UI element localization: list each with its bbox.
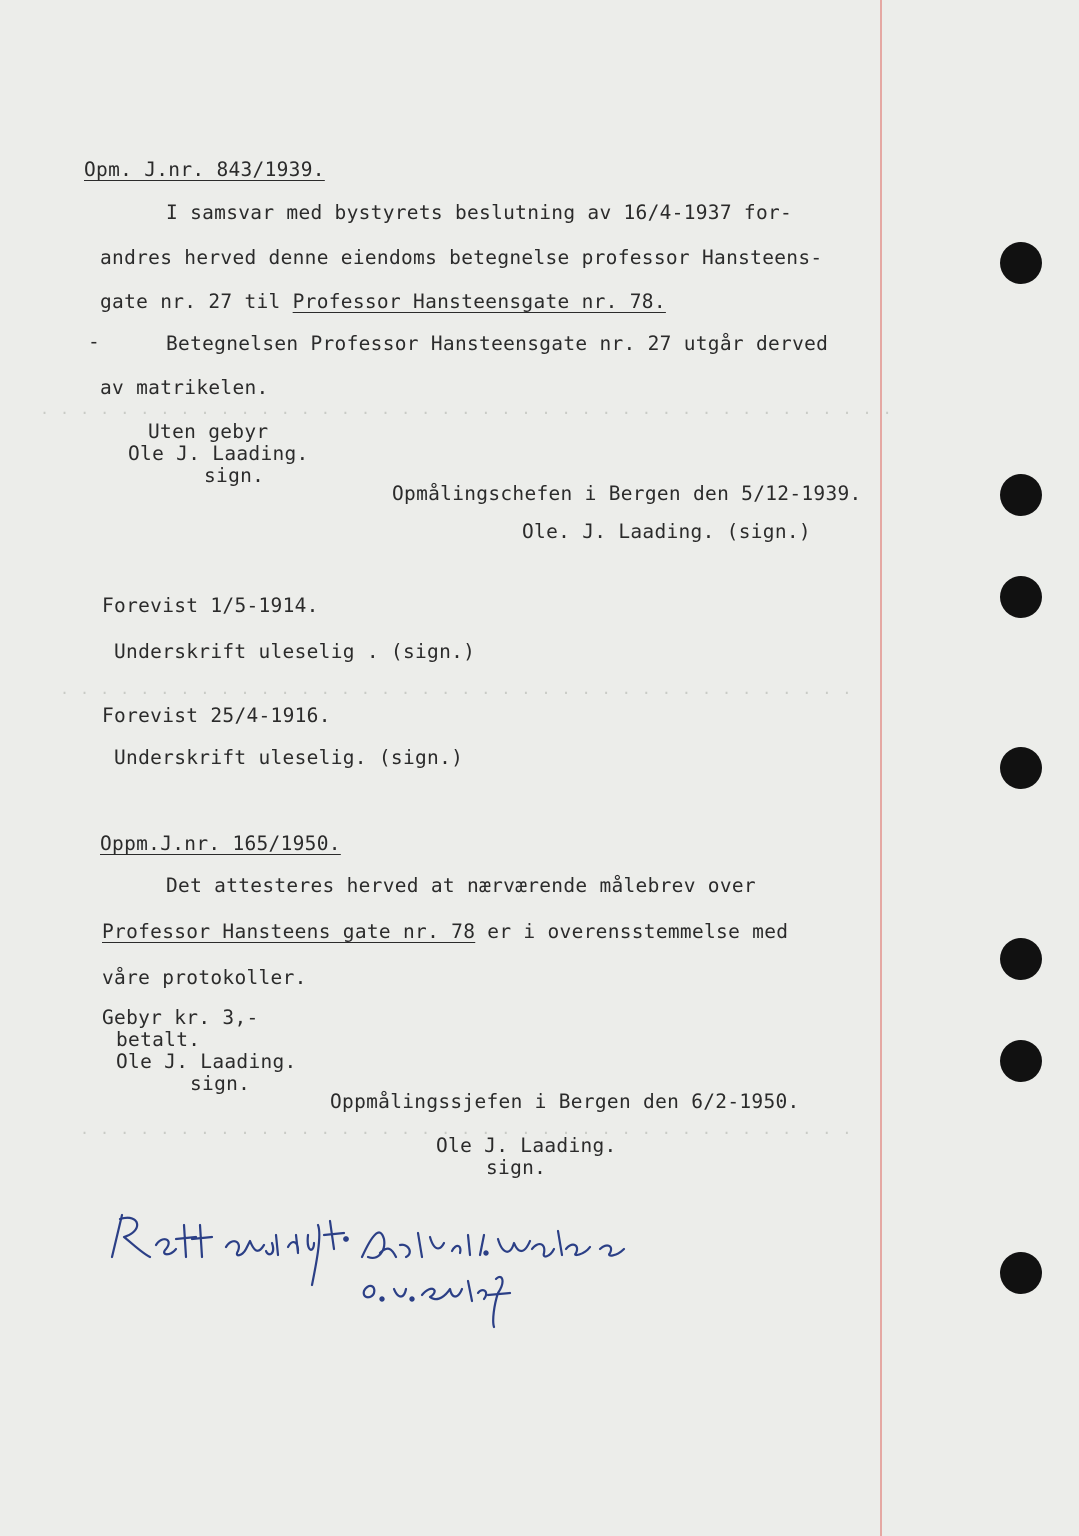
text-line: I samsvar med bystyrets beslutning av 16/4-1937 for- xyxy=(166,201,793,224)
dash-mark: - xyxy=(88,330,101,353)
text-fragment: er i overensstemmelse med xyxy=(475,920,789,943)
punch-hole xyxy=(1000,1252,1042,1294)
signature-text: Ole. J. Laading. (sign.) xyxy=(522,520,811,543)
text-line xyxy=(100,290,666,313)
place-date: Oppmålingssjefen i Bergen den 6/2-1950. xyxy=(330,1090,800,1113)
text-line: Betegnelsen Professor Hansteensgate nr. 27 utgår derved xyxy=(166,332,829,355)
bleed-through: . . . . . . . . . . . . . . . . . . . . . . . . . . . . . . . . . . . . . . . . . . . xyxy=(40,400,893,418)
text-line: andres herved denne eiendoms betegnelse professor Hansteens- xyxy=(100,246,823,269)
fee-line: Ole J. Laading. xyxy=(128,442,309,465)
fee-line: Gebyr kr. 3,- xyxy=(102,1006,259,1029)
punch-hole xyxy=(1000,242,1042,284)
text-line xyxy=(102,920,788,943)
fee-line: sign. xyxy=(190,1072,251,1095)
street-name: Professor Hansteens gate nr. 78 xyxy=(102,920,476,943)
entry-heading: Opm. J.nr. 843/1939. xyxy=(84,158,325,181)
street-name: Professor Hansteensgate nr. 78. xyxy=(292,290,666,313)
fee-line: betalt. xyxy=(116,1028,201,1051)
punch-hole xyxy=(1000,938,1042,980)
text-fragment: gate nr. 27 til xyxy=(100,290,293,313)
bleed-through: . . . . . . . . . . . . . . . . . . . . . . . . . . . . . . . . . . . . . . . xyxy=(80,1120,853,1138)
bleed-through: . . . . . . . . . . . . . . . . . . . . . . . . . . . . . . . . . . . . . . . . xyxy=(60,680,853,698)
text-line: Det attesteres herved at nærværende målebrev over xyxy=(166,874,756,897)
text-line: våre protokoller. xyxy=(102,966,307,989)
punch-hole xyxy=(1000,576,1042,618)
punch-hole xyxy=(1000,1040,1042,1082)
fee-line: sign. xyxy=(204,464,265,487)
shown-line: Forevist 25/4-1916. xyxy=(102,704,331,727)
place-date: Opmålingschefen i Bergen den 5/12-1939. xyxy=(392,482,862,505)
shown-line: Forevist 1/5-1914. xyxy=(102,594,319,617)
shown-line: Underskrift uleselig. (sign.) xyxy=(114,746,464,769)
text-line: av matrikelen. xyxy=(100,376,269,399)
fee-line: Ole J. Laading. xyxy=(116,1050,297,1073)
fee-line: Uten gebyr xyxy=(148,420,269,443)
punch-hole xyxy=(1000,474,1042,516)
shown-line: Underskrift uleselig . (sign.) xyxy=(114,640,476,663)
entry-heading: Oppm.J.nr. 165/1950. xyxy=(100,832,341,855)
handwritten-signature xyxy=(100,1195,700,1345)
signature-text: Ole J. Laading. xyxy=(436,1134,617,1157)
margin-line xyxy=(880,0,882,1536)
punch-hole xyxy=(1000,747,1042,789)
signature-text: sign. xyxy=(486,1156,547,1179)
